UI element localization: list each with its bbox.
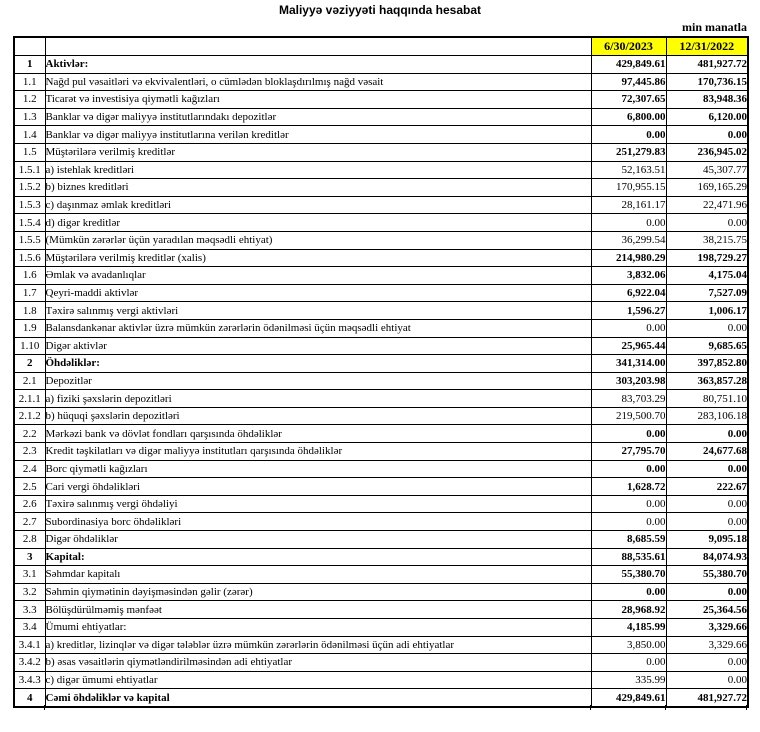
row-number: 2.1 xyxy=(14,372,45,390)
value-prior: 169,165.29 xyxy=(666,179,748,197)
value-current: 3,850.00 xyxy=(591,636,666,654)
table-row xyxy=(14,671,748,689)
value-current: 341,314.00 xyxy=(591,355,666,373)
row-number: 2.1.1 xyxy=(14,390,45,408)
header-cell-item xyxy=(45,37,591,56)
value-current: 8,685.59 xyxy=(591,531,666,549)
row-label: Digər öhdəliklər xyxy=(45,531,591,549)
row-number: 1.5.6 xyxy=(14,249,45,267)
value-prior: 84,074.93 xyxy=(666,548,748,566)
row-label: Öhdəliklər: xyxy=(45,355,591,373)
row-label: Qeyri-maddi aktivlər xyxy=(45,284,591,302)
table-row xyxy=(14,372,748,390)
value-prior: 3,329.66 xyxy=(666,619,748,637)
value-current: 0.00 xyxy=(591,425,666,443)
table-row xyxy=(14,302,748,320)
value-prior: 55,380.70 xyxy=(666,566,748,584)
value-prior: 9,685.65 xyxy=(666,337,748,355)
table-row xyxy=(14,73,748,91)
value-current: 0.00 xyxy=(591,583,666,601)
row-label: Əmlak və avadanlıqlar xyxy=(45,267,591,285)
value-current: 0.00 xyxy=(591,460,666,478)
value-prior: 222.67 xyxy=(666,478,748,496)
row-number: 4 xyxy=(14,689,45,707)
table-row xyxy=(14,689,748,707)
value-prior: 363,857.28 xyxy=(666,372,748,390)
table-row xyxy=(14,601,748,619)
value-prior: 0.00 xyxy=(666,425,748,443)
value-prior: 0.00 xyxy=(666,319,748,337)
table-row xyxy=(14,390,748,408)
value-current: 335.99 xyxy=(591,671,666,689)
table-row xyxy=(14,214,748,232)
value-prior: 6,120.00 xyxy=(666,108,748,126)
value-current: 429,849.61 xyxy=(591,689,666,707)
table-row xyxy=(14,267,748,285)
row-label: Ticarət və investisiya qiymətli kağızları xyxy=(45,91,591,109)
row-label: b) əsas vəsaitlərin qiymətləndirilməsindən adi ehtiyatlar xyxy=(45,654,591,672)
value-prior: 83,948.36 xyxy=(666,91,748,109)
tick-mark xyxy=(44,705,45,710)
value-prior: 3,329.66 xyxy=(666,636,748,654)
row-label: Ümumi ehtiyatlar: xyxy=(45,619,591,637)
tick-mark xyxy=(590,705,591,710)
table-row xyxy=(14,513,748,531)
row-number: 1.6 xyxy=(14,267,45,285)
row-number: 3.1 xyxy=(14,566,45,584)
row-number: 1 xyxy=(14,56,45,74)
value-prior: 0.00 xyxy=(666,460,748,478)
table-row xyxy=(14,566,748,584)
value-current: 1,628.72 xyxy=(591,478,666,496)
value-prior: 45,307.77 xyxy=(666,161,748,179)
table-row xyxy=(14,425,748,443)
row-number: 2.8 xyxy=(14,531,45,549)
table-row xyxy=(14,548,748,566)
value-prior: 24,677.68 xyxy=(666,443,748,461)
balance-sheet-table xyxy=(13,36,749,708)
row-label: (Mümkün zərərlər üçün yaradılan məqsədli ehtiyat) xyxy=(45,231,591,249)
value-prior: 22,471.96 xyxy=(666,196,748,214)
value-prior: 0.00 xyxy=(666,495,748,513)
table-row xyxy=(14,443,748,461)
row-number: 1.5.1 xyxy=(14,161,45,179)
row-label: Banklar və digər maliyyə institutlarındakı depozitlər xyxy=(45,108,591,126)
table-row xyxy=(14,284,748,302)
table-row xyxy=(14,231,748,249)
row-number: 2.2 xyxy=(14,425,45,443)
row-number: 3.2 xyxy=(14,583,45,601)
row-number: 1.9 xyxy=(14,319,45,337)
table-row xyxy=(14,619,748,637)
row-label: Mərkəzi bank və dövlət fondları qarşısında öhdəliklər xyxy=(45,425,591,443)
row-number: 1.5 xyxy=(14,143,45,161)
row-label: Depozitlər xyxy=(45,372,591,390)
row-label: Təxirə salınmış vergi öhdəliyi xyxy=(45,495,591,513)
tick-mark xyxy=(665,705,666,710)
value-prior: 0.00 xyxy=(666,671,748,689)
value-current: 36,299.54 xyxy=(591,231,666,249)
value-prior: 7,527.09 xyxy=(666,284,748,302)
table-row xyxy=(14,56,748,74)
value-prior: 198,729.27 xyxy=(666,249,748,267)
tick-mark xyxy=(746,705,747,710)
row-label: d) digər kreditlər xyxy=(45,214,591,232)
row-number: 2.6 xyxy=(14,495,45,513)
value-current: 214,980.29 xyxy=(591,249,666,267)
value-current: 219,500.70 xyxy=(591,407,666,425)
row-number: 1.5.5 xyxy=(14,231,45,249)
value-current: 52,163.51 xyxy=(591,161,666,179)
value-current: 83,703.29 xyxy=(591,390,666,408)
row-number: 1.5.3 xyxy=(14,196,45,214)
row-number: 3.3 xyxy=(14,601,45,619)
value-current: 88,535.61 xyxy=(591,548,666,566)
row-label: Səhmdar kapitalı xyxy=(45,566,591,584)
value-current: 0.00 xyxy=(591,319,666,337)
value-prior: 481,927.72 xyxy=(666,689,748,707)
row-label: a) istehlak kreditləri xyxy=(45,161,591,179)
row-label: Cəmi öhdəliklər və kapital xyxy=(45,689,591,707)
row-label: Müştərilərə verilmiş kreditlər xyxy=(45,143,591,161)
value-prior: 0.00 xyxy=(666,513,748,531)
row-number: 1.5.2 xyxy=(14,179,45,197)
row-label: Kredit təşkilatları və digər maliyyə institutları qarşısında öhdəliklər xyxy=(45,443,591,461)
row-label: a) kreditlər, lizinqlər və digər tələblər üzrə mümkün zərərlərin ödənilməsi üçün adi ehtiyatlar xyxy=(45,636,591,654)
column-header-date-prior: 12/31/2022 xyxy=(666,37,748,56)
table-row xyxy=(14,108,748,126)
value-prior: 481,927.72 xyxy=(666,56,748,74)
value-prior: 9,095.18 xyxy=(666,531,748,549)
table-row xyxy=(14,143,748,161)
value-prior: 25,364.56 xyxy=(666,601,748,619)
row-number: 2.7 xyxy=(14,513,45,531)
report-title: Maliyyə vəziyyəti haqqında hesabat xyxy=(278,3,482,17)
value-current: 25,965.44 xyxy=(591,337,666,355)
value-prior: 170,736.15 xyxy=(666,73,748,91)
row-number: 1.2 xyxy=(14,91,45,109)
value-prior: 0.00 xyxy=(666,654,748,672)
table-row xyxy=(14,161,748,179)
table-header-row xyxy=(14,37,748,56)
row-label: Banklar və digər maliyyə institutlarına verilən kreditlər xyxy=(45,126,591,144)
row-label: Nağd pul vəsaitləri və ekvivalentləri, o cümlədən bloklaşdırılmış nağd vəsait xyxy=(45,73,591,91)
header-cell-row-number xyxy=(14,37,45,56)
value-current: 0.00 xyxy=(591,513,666,531)
value-current: 170,955.15 xyxy=(591,179,666,197)
row-number: 1.3 xyxy=(14,108,45,126)
row-number: 2.3 xyxy=(14,443,45,461)
row-label: b) biznes kreditləri xyxy=(45,179,591,197)
value-current: 0.00 xyxy=(591,126,666,144)
value-prior: 80,751.10 xyxy=(666,390,748,408)
value-prior: 283,106.18 xyxy=(666,407,748,425)
value-prior: 4,175.04 xyxy=(666,267,748,285)
value-prior: 0.00 xyxy=(666,126,748,144)
value-current: 0.00 xyxy=(591,214,666,232)
row-number: 2.1.2 xyxy=(14,407,45,425)
value-prior: 0.00 xyxy=(666,583,748,601)
value-current: 0.00 xyxy=(591,654,666,672)
value-current: 303,203.98 xyxy=(591,372,666,390)
value-current: 3,832.06 xyxy=(591,267,666,285)
table-row xyxy=(14,407,748,425)
row-label: Subordinasiya borc öhdəlikləri xyxy=(45,513,591,531)
row-label: Cari vergi öhdəlikləri xyxy=(45,478,591,496)
value-current: 27,795.70 xyxy=(591,443,666,461)
table-row xyxy=(14,636,748,654)
table-row xyxy=(14,583,748,601)
row-number: 1.4 xyxy=(14,126,45,144)
row-label: c) digər ümumi ehtiyatlar xyxy=(45,671,591,689)
table-row xyxy=(14,531,748,549)
row-label: b) hüquqi şəxslərin depozitləri xyxy=(45,407,591,425)
table-row xyxy=(14,337,748,355)
row-label: Bölüşdürülməmiş mənfəət xyxy=(45,601,591,619)
value-prior: 38,215.75 xyxy=(666,231,748,249)
row-number: 3.4.2 xyxy=(14,654,45,672)
value-current: 0.00 xyxy=(591,495,666,513)
column-header-date-current: 6/30/2023 xyxy=(591,37,666,56)
row-label: Borc qiymətli kağızları xyxy=(45,460,591,478)
table-row xyxy=(14,249,748,267)
table-row xyxy=(14,654,748,672)
value-current: 6,800.00 xyxy=(591,108,666,126)
row-label: Balansdankənar aktivlər üzrə mümkün zərərlərin ödənilməsi üçün məqsədli ehtiyat xyxy=(45,319,591,337)
value-current: 6,922.04 xyxy=(591,284,666,302)
value-prior: 0.00 xyxy=(666,214,748,232)
row-label: Kapital: xyxy=(45,548,591,566)
row-label: c) daşınmaz əmlak kreditləri xyxy=(45,196,591,214)
table-row xyxy=(14,126,748,144)
value-prior: 1,006.17 xyxy=(666,302,748,320)
row-number: 3 xyxy=(14,548,45,566)
table-row xyxy=(14,355,748,373)
row-number: 2.5 xyxy=(14,478,45,496)
row-number: 1.5.4 xyxy=(14,214,45,232)
value-current: 429,849.61 xyxy=(591,56,666,74)
table-row xyxy=(14,179,748,197)
value-current: 4,185.99 xyxy=(591,619,666,637)
table-row xyxy=(14,319,748,337)
row-label: Digər aktivlər xyxy=(45,337,591,355)
table-row xyxy=(14,196,748,214)
row-label: a) fiziki şəxslərin depozitləri xyxy=(45,390,591,408)
row-number: 3.4 xyxy=(14,619,45,637)
row-label: Təxirə salınmış vergi aktivləri xyxy=(45,302,591,320)
row-number: 2.4 xyxy=(14,460,45,478)
row-number: 3.4.1 xyxy=(14,636,45,654)
value-current: 72,307.65 xyxy=(591,91,666,109)
value-current: 251,279.83 xyxy=(591,143,666,161)
table-row xyxy=(14,478,748,496)
row-number: 3.4.3 xyxy=(14,671,45,689)
row-number: 2 xyxy=(14,355,45,373)
unit-note: min manatla xyxy=(681,20,747,34)
value-current: 28,161.17 xyxy=(591,196,666,214)
table-row xyxy=(14,91,748,109)
row-label: Aktivlər: xyxy=(45,56,591,74)
value-current: 55,380.70 xyxy=(591,566,666,584)
row-number: 1.8 xyxy=(14,302,45,320)
row-number: 1.10 xyxy=(14,337,45,355)
value-current: 97,445.86 xyxy=(591,73,666,91)
value-current: 28,968.92 xyxy=(591,601,666,619)
value-current: 1,596.27 xyxy=(591,302,666,320)
row-label: Səhmin qiymətinin dəyişməsindən gəlir (zərər) xyxy=(45,583,591,601)
row-number: 1.7 xyxy=(14,284,45,302)
table-row xyxy=(14,495,748,513)
value-prior: 236,945.02 xyxy=(666,143,748,161)
row-number: 1.1 xyxy=(14,73,45,91)
row-label: Müştərilərə verilmiş kreditlər (xalis) xyxy=(45,249,591,267)
value-prior: 397,852.80 xyxy=(666,355,748,373)
table-row xyxy=(14,460,748,478)
